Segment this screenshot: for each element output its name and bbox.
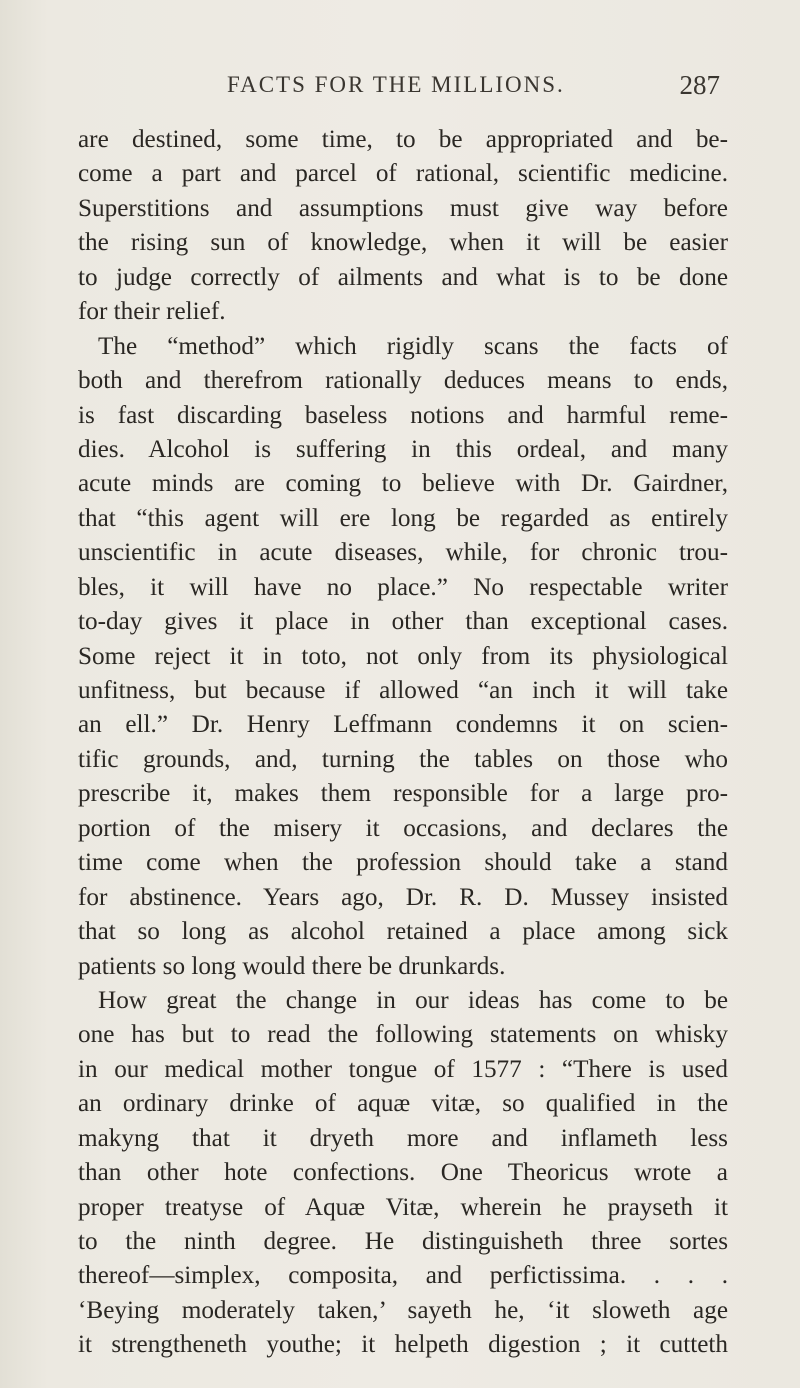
text-line: are destined, some time, to be appropriated and be- [78, 126, 728, 153]
text-line: an ordinary drinke of aquæ vitæ, so qualified in the [78, 1090, 728, 1118]
text-line: makyng that it dryeth more and inflameth less [78, 1124, 728, 1152]
text-line: both and therefrom rationally deduces means to ends, [78, 367, 728, 395]
text-line: to the ninth degree. He distinguisheth three sortes [78, 1228, 728, 1255]
text-line: unscientific in acute diseases, while, for chronic trou- [78, 539, 728, 567]
text-line: unfitness, but because if allowed “an inch it will take [78, 677, 728, 704]
text-line: ‘Beying moderately taken,’ sayeth he, ‘it sloweth age [78, 1296, 728, 1324]
text-line: time come when the profession should take a stand [78, 849, 728, 877]
text-line: Superstitions and assumptions must give way before [78, 194, 728, 222]
text-line: patients so long would there be drunkards. [78, 952, 506, 980]
text-line: The “method” which rigidly scans the facts of [98, 332, 728, 360]
text-line: come a part and parcel of rational, scientific medicine. [78, 160, 728, 188]
text-line: proper treatyse of Aquæ Vitæ, wherein he prayseth it [78, 1193, 728, 1221]
text-line: tific grounds, and, turning the tables on those who [78, 745, 728, 773]
body-text [78, 123, 728, 1363]
text-line: than other hote confections. One Theoricus wrote a [78, 1159, 728, 1187]
text-line: thereof—simplex, composita, and perfictissima. . . . [78, 1262, 728, 1290]
text-line: one has but to read the following statements on whisky [78, 1021, 728, 1049]
text-line: to judge correctly of ailments and what is to be done [78, 263, 728, 291]
text-line: that “this agent will ere long be regarded as entirely [78, 504, 728, 532]
text-line: to-day gives it place in other than exceptional cases. [78, 608, 728, 636]
running-title: FACTS FOR THE MILLIONS. [227, 72, 565, 97]
text-line: bles, it will have no place.” No respectable writer [78, 573, 728, 601]
text-line: dies. Alcohol is suffering in this ordeal, and many [78, 435, 728, 463]
text-line: How great the change in our ideas has come to be [98, 986, 728, 1014]
text-line: an ell.” Dr. Henry Leffmann condemns it on scien- [78, 711, 728, 739]
text-line: for their relief. [78, 298, 226, 326]
text-line: in our medical mother tongue of 1577 : “There is used [78, 1055, 728, 1083]
running-head [100, 72, 720, 106]
text-line: prescribe it, makes them responsible for a large pro- [78, 780, 728, 808]
page-number: 287 [679, 70, 720, 100]
text-line: for abstinence. Years ago, Dr. R. D. Mussey insisted [78, 883, 728, 911]
text-line: is fast discarding baseless notions and harmful reme- [78, 401, 728, 429]
text-line: Some reject it in toto, not only from its physiological [78, 642, 728, 670]
text-line: it strengtheneth youthe; it helpeth digestion ; it cutteth [78, 1331, 728, 1359]
text-line: that so long as alcohol retained a place among sick [78, 918, 728, 946]
text-line: portion of the misery it occasions, and declares the [78, 814, 728, 842]
text-line: acute minds are coming to believe with Dr. Gairdner, [78, 470, 728, 498]
text-line: the rising sun of knowledge, when it will be easier [78, 229, 728, 257]
